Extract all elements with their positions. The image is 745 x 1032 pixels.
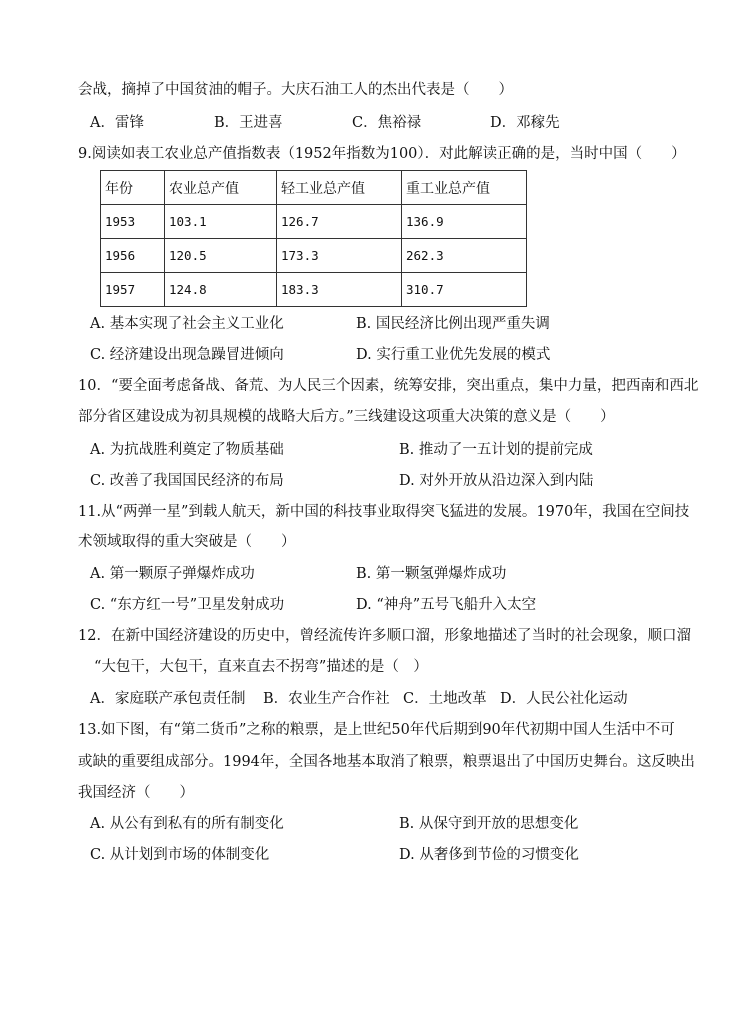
table-cell: 1953 [101,205,165,239]
q13-stem-line1: 13.如下图，有“第二货币”之称的粮票，是上世纪50年代后期到90年代初期中国人生活中不可 [78,722,675,738]
table-cell: 120.5 [165,239,277,273]
q10-option-c: C. 改善了我国国民经济的布局 [90,473,284,489]
q12-option-d: D．人民公社化运动 [500,691,628,707]
q11-option-a: A. 第一颗原子弹爆炸成功 [90,566,255,582]
q10-stem-line2: 部分省区建设成为初具规模的战略大后方。”三线建设这项重大决策的意义是（ ） [78,409,615,425]
q10-stem-line1: 10．“要全面考虑备战、备荒、为人民三个因素，统筹安排，突出重点，集中力量，把西南和西北 [78,378,699,394]
production-index-table [100,170,527,307]
table-cell: 262.3 [402,239,527,273]
q9-option-c: C. 经济建设出现急躁冒进倾向 [90,347,284,363]
table-header-row [101,171,527,205]
table-cell: 136.9 [402,205,527,239]
q11-option-c: C. “东方红一号”卫星发射成功 [90,597,285,613]
table-header-cell: 农业总产值 [165,171,277,205]
q8-option-b: B．王进喜 [214,115,283,131]
q12-option-b: B．农业生产合作社 [263,691,390,707]
q8-option-a: A．雷锋 [90,115,144,131]
q11-stem-line1: 11.从“两弹一星”到载人航天，新中国的科技事业取得突飞猛进的发展。1970年，我国在空间技 [78,504,690,520]
q12-option-c: C．土地改革 [403,691,487,707]
table-row [101,205,527,239]
q8-option-d: D．邓稼先 [490,115,560,131]
table-header-cell: 重工业总产值 [402,171,527,205]
q9-stem: 9.阅读如表工农业总产值指数表（1952年指数为100）．对此解读正确的是，当时中国（ ） [78,146,686,162]
table-cell: 310.7 [402,273,527,307]
q13-option-d: D. 从奢侈到节俭的习惯变化 [399,847,579,863]
q13-option-c: C. 从计划到市场的体制变化 [90,847,270,863]
table-cell: 1956 [101,239,165,273]
q8-stem: 会战，摘掉了中国贫油的帽子。大庆石油工人的杰出代表是（ ） [78,82,513,98]
table-cell: 124.8 [165,273,277,307]
q11-option-b: B. 第一颗氢弹爆炸成功 [356,566,507,582]
table-row [101,273,527,307]
q11-stem-line2: 术领域取得的重大突破是（ ） [78,534,296,550]
q9-option-b: B. 国民经济比例出现严重失调 [356,316,550,332]
q13-option-a: A. 从公有到私有的所有制变化 [90,816,284,832]
q13-option-b: B. 从保守到开放的思想变化 [399,816,579,832]
q8-option-c: C．焦裕禄 [352,115,422,131]
table-cell: 103.1 [165,205,277,239]
table-cell: 183.3 [277,273,402,307]
q10-option-b: B. 推动了一五计划的提前完成 [399,442,593,458]
q10-option-a: A. 为抗战胜利奠定了物质基础 [90,442,284,458]
table-header-cell: 年份 [101,171,165,205]
table-row [101,239,527,273]
q12-option-a: A．家庭联产承包责任制 [90,691,246,707]
q11-option-d: D. “神舟”五号飞船升入太空 [356,597,537,613]
table-cell: 173.3 [277,239,402,273]
q10-option-d: D. 对外开放从沿边深入到内陆 [399,473,594,489]
q9-option-a: A. 基本实现了社会主义工业化 [90,316,284,332]
table-header-cell: 轻工业总产值 [277,171,402,205]
q13-stem-line2: 或缺的重要组成部分。1994年，全国各地基本取消了粮票，粮票退出了中国历史舞台。这反映出 [78,754,695,770]
q9-option-d: D. 实行重工业优先发展的模式 [356,347,551,363]
table-cell: 1957 [101,273,165,307]
q12-stem-line2: “大包干，大包干，直来直去不拐弯”描述的是（ ） [94,659,428,675]
table-cell: 126.7 [277,205,402,239]
q13-stem-line3: 我国经济（ ） [78,785,194,801]
q12-stem-line1: 12．在新中国经济建设的历史中，曾经流传许多顺口溜，形象地描述了当时的社会现象，顺口溜 [78,628,691,644]
